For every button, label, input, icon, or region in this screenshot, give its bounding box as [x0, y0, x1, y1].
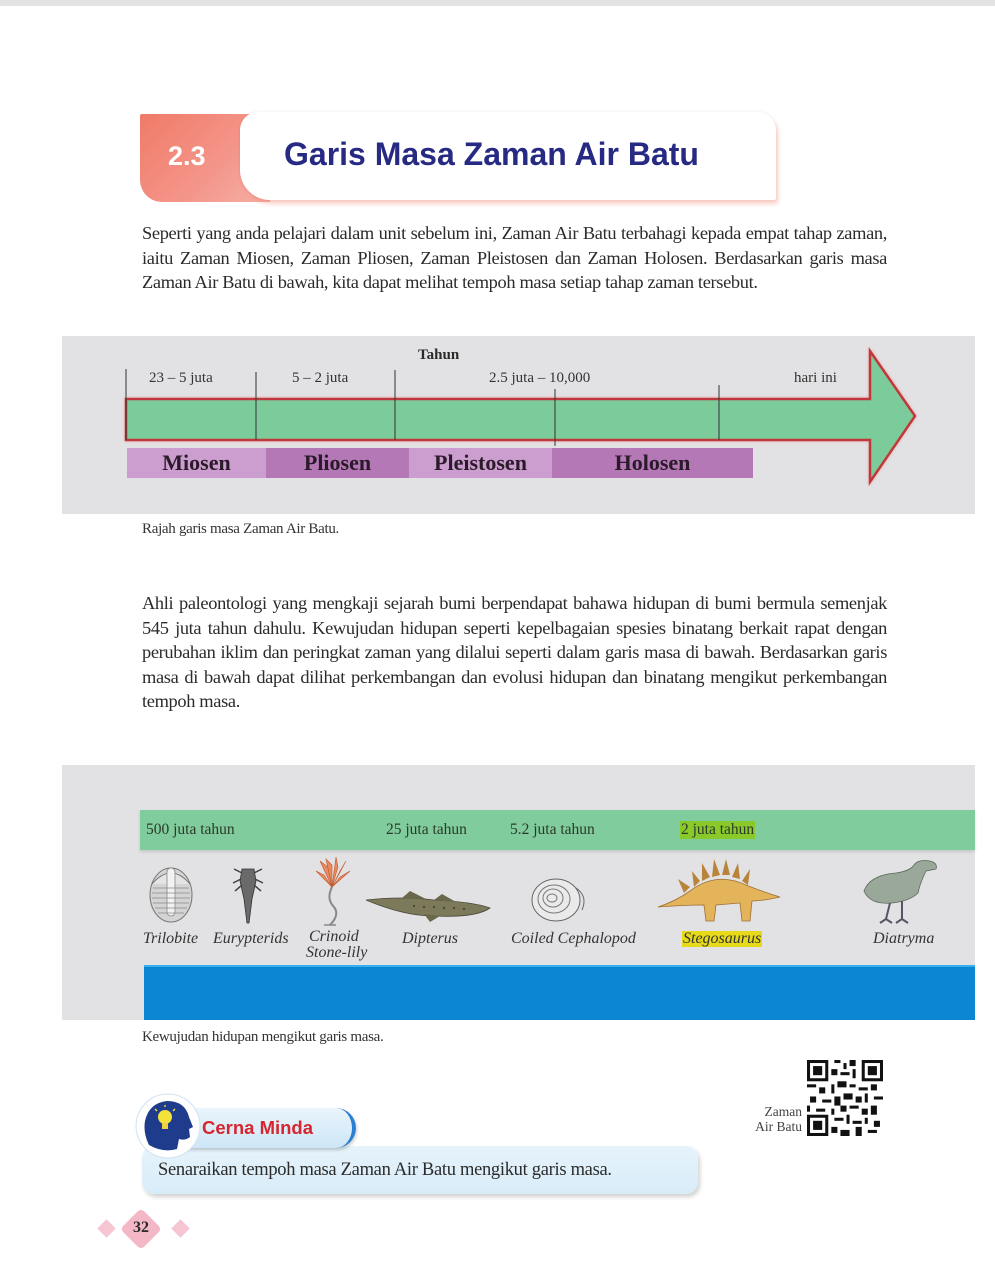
- era-holosen: Holosen: [552, 448, 753, 478]
- diatryma-icon: [860, 857, 940, 927]
- timeline-caption: Rajah garis masa Zaman Air Batu.: [142, 521, 340, 537]
- blue-base-band: [144, 965, 975, 1020]
- period-range-label: hari ini: [794, 370, 837, 386]
- section-number: 2.3: [168, 141, 206, 171]
- section-title-box: [240, 112, 776, 200]
- page-number-dot-right: [171, 1219, 189, 1237]
- animal-label-dipterus: Dipterus: [402, 930, 458, 947]
- animal-label-coiled-cephalopod: Coiled Cephalopod: [511, 930, 636, 947]
- animal-label-trilobite: Trilobite: [143, 930, 199, 947]
- page-number-dot-left: [97, 1219, 115, 1237]
- animal-label-crinoid: Crinoid: [309, 928, 359, 945]
- page-number: 32: [133, 1219, 149, 1236]
- period-range-label: 5 – 2 juta: [292, 370, 349, 386]
- animal-label-eurypterids: Eurypterids: [213, 930, 289, 947]
- time-label: 5.2 juta tahun: [510, 821, 595, 838]
- crinoid-icon: [312, 857, 354, 929]
- period-range-label: 2.5 juta – 10,000: [489, 370, 591, 386]
- time-label: 25 juta tahun: [386, 821, 467, 838]
- period-range-label: 23 – 5 juta: [149, 370, 213, 386]
- intro-paragraph: Seperti yang anda pelajari dalam unit sebelum ini, Zaman Air Batu terbahagi kepada empat tahap zaman, iaitu Zaman Miosen, Zaman Pliosen, Zaman Pleistosen dan Zaman Holosen. Berdasarkan garis masa Zaman Air Batu di bawah, kita dapat melihat tempoh masa setiap tahap zaman tersebut.: [142, 223, 887, 292]
- era-pleistosen: Pleistosen: [409, 448, 552, 478]
- evolution-caption: Kewujudan hidupan mengikut garis masa.: [142, 1029, 384, 1045]
- time-band: [140, 810, 975, 850]
- time-label: 500 juta tahun: [146, 821, 235, 838]
- era-miosen: Miosen: [127, 448, 266, 478]
- qr-label: Zaman Air Batu: [755, 1104, 802, 1134]
- top-edge-strip: [0, 0, 995, 6]
- paleontology-paragraph: Ahli paleontologi yang mengkaji sejarah bumi berpendapat bahawa hidupan di bumi bermula semenjak 545 juta tahun dahulu. Kewujudan hidupan seperti kepelbagaian spesies binatang berkait rapat dengan perubahan iklim dan peringkat zaman yang dilalui seperti dalam garis masa di bawah. Berdasarkan garis masa di bawah dapat dilihat perkembangan dan evolusi hidupan dan binatang mengikut perkembangan tempoh masa.: [142, 593, 887, 711]
- animal-label-stone-lily: Stone-lily: [306, 944, 368, 961]
- animal-label-stegosaurus: Stegosaurus: [683, 930, 762, 947]
- page-number-badge: [122, 1210, 160, 1248]
- cerna-minda-question-box: [142, 1146, 698, 1194]
- dipterus-icon: [364, 890, 494, 925]
- stegosaurus-icon: [656, 857, 784, 925]
- cerna-minda-question: Senaraikan tempoh masa Zaman Air Batu mengikut garis masa.: [158, 1160, 612, 1180]
- time-label-highlighted: 2 juta tahun: [681, 821, 755, 838]
- section-heading: [140, 112, 776, 204]
- timeline-axis-title: Tahun: [418, 347, 460, 363]
- coiled-cephalopod-icon: [528, 876, 590, 924]
- qr-code-icon[interactable]: [807, 1060, 883, 1136]
- animal-label-diatryma: Diatryma: [873, 930, 935, 947]
- thinking-head-lightbulb-icon: [135, 1093, 201, 1159]
- trilobite-icon: [146, 862, 196, 924]
- cerna-minda-title: Cerna Minda: [202, 1117, 314, 1138]
- ice-age-timeline-figure: [62, 336, 975, 514]
- eurypterid-icon: [230, 865, 266, 927]
- era-pliosen: Pliosen: [266, 448, 409, 478]
- timeline-arrow-graphic: [62, 336, 975, 514]
- section-title: Garis Masa Zaman Air Batu: [284, 136, 699, 172]
- life-evolution-figure: [62, 765, 975, 1020]
